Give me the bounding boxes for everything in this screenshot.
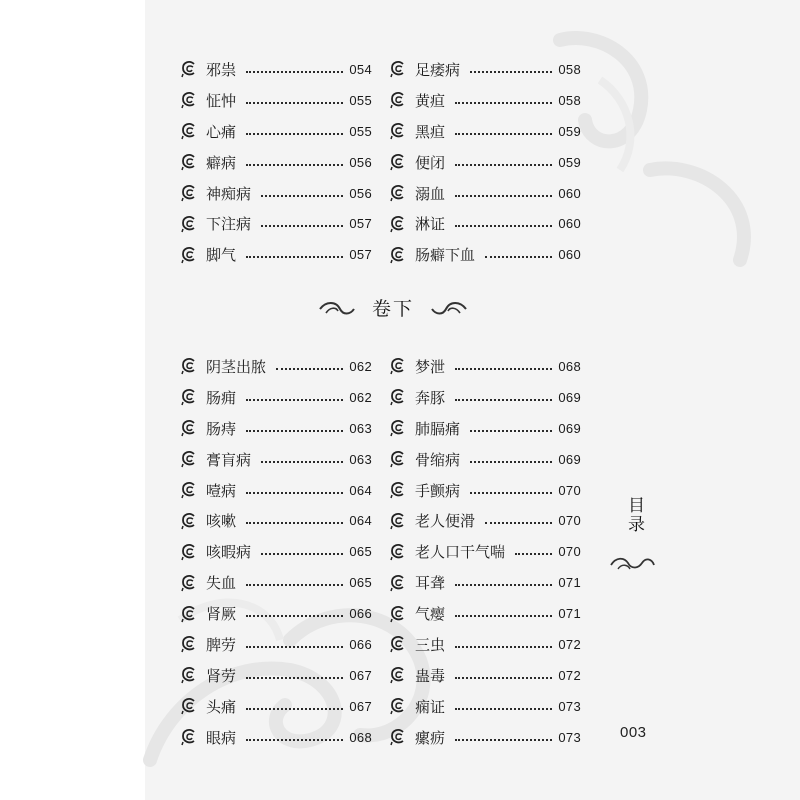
entry-page-number: 065 xyxy=(349,544,372,560)
leader-dots xyxy=(455,224,552,227)
leader-dots xyxy=(246,707,343,710)
toc-entry[interactable] xyxy=(389,444,581,475)
entry-title: 耳聋 xyxy=(415,574,446,593)
scroll-cloud-icon xyxy=(389,450,407,468)
page-number: 003 xyxy=(620,724,647,741)
scroll-cloud-icon xyxy=(389,605,407,623)
toc-entry[interactable] xyxy=(389,208,581,239)
entry-page-number: 070 xyxy=(558,482,581,498)
toc-entry[interactable] xyxy=(180,691,372,722)
entry-title: 肠癖下血 xyxy=(415,246,476,265)
leader-dots xyxy=(246,132,343,135)
toc-entry[interactable] xyxy=(180,382,372,413)
entry-page-number: 060 xyxy=(558,247,581,263)
entry-page-number: 058 xyxy=(558,61,581,77)
toc-entry[interactable] xyxy=(180,239,372,270)
section-right-ornament-icon xyxy=(430,299,468,319)
toc-entry[interactable] xyxy=(389,351,581,382)
toc-entry[interactable] xyxy=(180,85,372,116)
entry-page-number: 071 xyxy=(558,575,581,591)
entry-title: 黄疸 xyxy=(415,91,446,110)
entry-page-number: 073 xyxy=(558,698,581,714)
scroll-cloud-icon xyxy=(180,153,198,171)
leader-dots xyxy=(470,491,552,494)
entry-page-number: 064 xyxy=(349,513,372,529)
entry-page-number: 067 xyxy=(349,698,372,714)
entry-page-number: 056 xyxy=(349,154,372,170)
section-heading xyxy=(318,291,468,327)
entry-title: 奔豚 xyxy=(415,388,446,407)
entry-page-number: 071 xyxy=(558,606,581,622)
entry-title: 手颤病 xyxy=(415,481,461,500)
entry-title: 头痛 xyxy=(206,697,237,716)
entry-title: 噎病 xyxy=(206,481,237,500)
entry-title: 瘰疬 xyxy=(415,728,446,747)
leader-dots xyxy=(455,398,552,401)
leader-dots xyxy=(455,583,552,586)
leader-dots xyxy=(246,676,343,679)
entry-title: 咳嗽 xyxy=(206,512,237,531)
entry-title: 肾劳 xyxy=(206,666,237,685)
toc-entry[interactable] xyxy=(180,567,372,598)
entry-title: 肠痈 xyxy=(206,388,237,407)
leader-dots xyxy=(455,101,552,104)
toc-entry[interactable] xyxy=(389,722,581,753)
entry-page-number: 060 xyxy=(558,216,581,232)
leader-dots xyxy=(246,255,343,258)
toc-entry[interactable] xyxy=(180,475,372,506)
entry-page-number: 059 xyxy=(558,123,581,139)
leader-dots xyxy=(246,429,343,432)
entry-title: 失血 xyxy=(206,574,237,593)
leader-dots xyxy=(485,255,552,258)
entry-page-number: 057 xyxy=(349,247,372,263)
toc-column-top-left xyxy=(180,54,372,270)
scroll-cloud-icon xyxy=(389,419,407,437)
toc-entry[interactable] xyxy=(180,413,372,444)
entry-title: 骨缩病 xyxy=(415,450,461,469)
entry-title: 足痿病 xyxy=(415,60,461,79)
scroll-cloud-icon xyxy=(180,512,198,530)
entry-page-number: 065 xyxy=(349,575,372,591)
scroll-cloud-icon xyxy=(180,481,198,499)
entry-title: 三虫 xyxy=(415,635,446,654)
scroll-cloud-icon xyxy=(389,153,407,171)
toc-entry[interactable] xyxy=(389,85,581,116)
scroll-cloud-icon xyxy=(180,60,198,78)
leader-dots xyxy=(246,491,343,494)
leader-dots xyxy=(246,645,343,648)
entry-title: 下注病 xyxy=(206,215,252,234)
leader-dots xyxy=(246,163,343,166)
entry-title: 痫证 xyxy=(415,697,446,716)
entry-page-number: 069 xyxy=(558,420,581,436)
toc-entry[interactable] xyxy=(389,567,581,598)
toc-entry[interactable] xyxy=(180,598,372,629)
toc-entry[interactable] xyxy=(180,351,372,382)
leader-dots xyxy=(455,132,552,135)
leader-dots xyxy=(485,521,552,524)
entry-title: 肠痔 xyxy=(206,419,237,438)
scroll-cloud-icon xyxy=(389,574,407,592)
toc-entry[interactable] xyxy=(389,54,581,85)
scroll-cloud-icon xyxy=(389,122,407,140)
toc-entry[interactable] xyxy=(389,475,581,506)
side-ornament-icon xyxy=(608,553,656,575)
toc-entry[interactable] xyxy=(389,178,581,209)
entry-page-number: 070 xyxy=(558,513,581,529)
scroll-cloud-icon xyxy=(180,666,198,684)
entry-page-number: 070 xyxy=(558,544,581,560)
toc-entry[interactable] xyxy=(389,691,581,722)
entry-title: 神痴病 xyxy=(206,184,252,203)
scroll-cloud-icon xyxy=(180,605,198,623)
leader-dots xyxy=(246,521,343,524)
scroll-cloud-icon xyxy=(389,697,407,715)
scroll-cloud-icon xyxy=(389,481,407,499)
entry-page-number: 062 xyxy=(349,389,372,405)
leader-dots xyxy=(261,224,343,227)
entry-title: 肺膈痛 xyxy=(415,419,461,438)
leader-dots xyxy=(455,194,552,197)
entry-page-number: 072 xyxy=(558,636,581,652)
entry-title: 脚气 xyxy=(206,246,237,265)
side-section-label: 目录 xyxy=(624,496,644,534)
entry-page-number: 066 xyxy=(349,606,372,622)
entry-title: 便闭 xyxy=(415,153,446,172)
entry-title: 心痛 xyxy=(206,122,237,141)
entry-page-number: 055 xyxy=(349,123,372,139)
toc-entry[interactable] xyxy=(389,116,581,147)
toc-entry[interactable] xyxy=(180,208,372,239)
leader-dots xyxy=(246,583,343,586)
leader-dots xyxy=(455,676,552,679)
entry-title: 咳暇病 xyxy=(206,543,252,562)
entry-page-number: 059 xyxy=(558,154,581,170)
entry-title: 老人便滑 xyxy=(415,512,476,531)
entry-page-number: 066 xyxy=(349,636,372,652)
entry-title: 怔忡 xyxy=(206,91,237,110)
scroll-cloud-icon xyxy=(389,635,407,653)
toc-column-top-right xyxy=(389,54,581,270)
entry-title: 黑疸 xyxy=(415,122,446,141)
scroll-cloud-icon xyxy=(389,357,407,375)
toc-entry[interactable] xyxy=(180,722,372,753)
entry-page-number: 054 xyxy=(349,61,372,77)
entry-title: 邪祟 xyxy=(206,60,237,79)
leader-dots xyxy=(246,738,343,741)
leader-dots xyxy=(470,429,552,432)
leader-dots xyxy=(455,367,552,370)
entry-page-number: 062 xyxy=(349,358,372,374)
scroll-cloud-icon xyxy=(180,419,198,437)
leader-dots xyxy=(246,70,343,73)
scroll-cloud-icon xyxy=(389,728,407,746)
leader-dots xyxy=(261,194,343,197)
entry-page-number: 063 xyxy=(349,420,372,436)
entry-title: 梦泄 xyxy=(415,357,446,376)
toc-entry[interactable] xyxy=(389,147,581,178)
toc-entry[interactable] xyxy=(180,505,372,536)
entry-page-number: 055 xyxy=(349,92,372,108)
entry-page-number: 060 xyxy=(558,185,581,201)
leader-dots xyxy=(455,738,552,741)
entry-title: 淋证 xyxy=(415,215,446,234)
toc-column-bottom-right xyxy=(389,351,581,753)
toc-entry[interactable] xyxy=(389,239,581,270)
entry-page-number: 073 xyxy=(558,729,581,745)
toc-entry[interactable] xyxy=(389,505,581,536)
toc-entry[interactable] xyxy=(389,598,581,629)
entry-page-number: 056 xyxy=(349,185,372,201)
toc-entry[interactable] xyxy=(180,536,372,567)
toc-entry[interactable] xyxy=(180,444,372,475)
leader-dots xyxy=(455,163,552,166)
scroll-cloud-icon xyxy=(389,543,407,561)
scroll-cloud-icon xyxy=(180,388,198,406)
entry-page-number: 064 xyxy=(349,482,372,498)
toc-entry[interactable] xyxy=(389,382,581,413)
toc-entry[interactable] xyxy=(180,116,372,147)
entry-page-number: 063 xyxy=(349,451,372,467)
toc-entry[interactable] xyxy=(180,54,372,85)
entry-page-number: 069 xyxy=(558,389,581,405)
entry-title: 膏肓病 xyxy=(206,450,252,469)
scroll-cloud-icon xyxy=(389,246,407,264)
leader-dots xyxy=(470,70,552,73)
leader-dots xyxy=(261,460,343,463)
entry-title: 老人口干气喘 xyxy=(415,543,506,562)
scroll-cloud-icon xyxy=(180,543,198,561)
scroll-cloud-icon xyxy=(180,246,198,264)
scroll-cloud-icon xyxy=(180,450,198,468)
toc-entry[interactable] xyxy=(389,413,581,444)
leader-dots xyxy=(455,614,552,617)
entry-page-number: 072 xyxy=(558,667,581,683)
toc-entry[interactable] xyxy=(389,660,581,691)
leader-dots xyxy=(276,367,343,370)
toc-entry[interactable] xyxy=(180,629,372,660)
section-title: 卷下 xyxy=(371,298,414,320)
entry-title: 眼病 xyxy=(206,728,237,747)
entry-title: 溺血 xyxy=(415,184,446,203)
leader-dots xyxy=(455,707,552,710)
entry-page-number: 069 xyxy=(558,451,581,467)
scroll-cloud-icon xyxy=(389,215,407,233)
entry-title: 阴茎出脓 xyxy=(206,357,267,376)
entry-title: 肾厥 xyxy=(206,605,237,624)
toc-entry[interactable] xyxy=(180,660,372,691)
scroll-cloud-icon xyxy=(180,215,198,233)
toc-entry[interactable] xyxy=(180,147,372,178)
scroll-cloud-icon xyxy=(180,697,198,715)
leader-dots xyxy=(470,460,552,463)
scroll-cloud-icon xyxy=(389,512,407,530)
entry-page-number: 057 xyxy=(349,216,372,232)
scroll-cloud-icon xyxy=(180,184,198,202)
toc-entry[interactable] xyxy=(180,178,372,209)
toc-entry[interactable] xyxy=(389,629,581,660)
leader-dots xyxy=(246,614,343,617)
leader-dots xyxy=(455,645,552,648)
leader-dots xyxy=(515,552,552,555)
scroll-cloud-icon xyxy=(180,728,198,746)
entry-page-number: 068 xyxy=(558,358,581,374)
scroll-cloud-icon xyxy=(180,574,198,592)
entry-page-number: 058 xyxy=(558,92,581,108)
scroll-cloud-icon xyxy=(180,122,198,140)
toc-column-bottom-left xyxy=(180,351,372,753)
entry-page-number: 068 xyxy=(349,729,372,745)
scroll-cloud-icon xyxy=(389,184,407,202)
leader-dots xyxy=(246,398,343,401)
leader-dots xyxy=(246,101,343,104)
scroll-cloud-icon xyxy=(180,635,198,653)
scroll-cloud-icon xyxy=(180,357,198,375)
scroll-cloud-icon xyxy=(389,60,407,78)
toc-entry[interactable] xyxy=(389,536,581,567)
scroll-cloud-icon xyxy=(389,666,407,684)
entry-title: 蛊毒 xyxy=(415,666,446,685)
entry-title: 气瘿 xyxy=(415,605,446,624)
scroll-cloud-icon xyxy=(389,91,407,109)
scroll-cloud-icon xyxy=(389,388,407,406)
entry-page-number: 067 xyxy=(349,667,372,683)
scroll-cloud-icon xyxy=(180,91,198,109)
section-left-ornament-icon xyxy=(318,299,356,319)
leader-dots xyxy=(261,552,343,555)
entry-title: 脾劳 xyxy=(206,635,237,654)
entry-title: 癖病 xyxy=(206,153,237,172)
